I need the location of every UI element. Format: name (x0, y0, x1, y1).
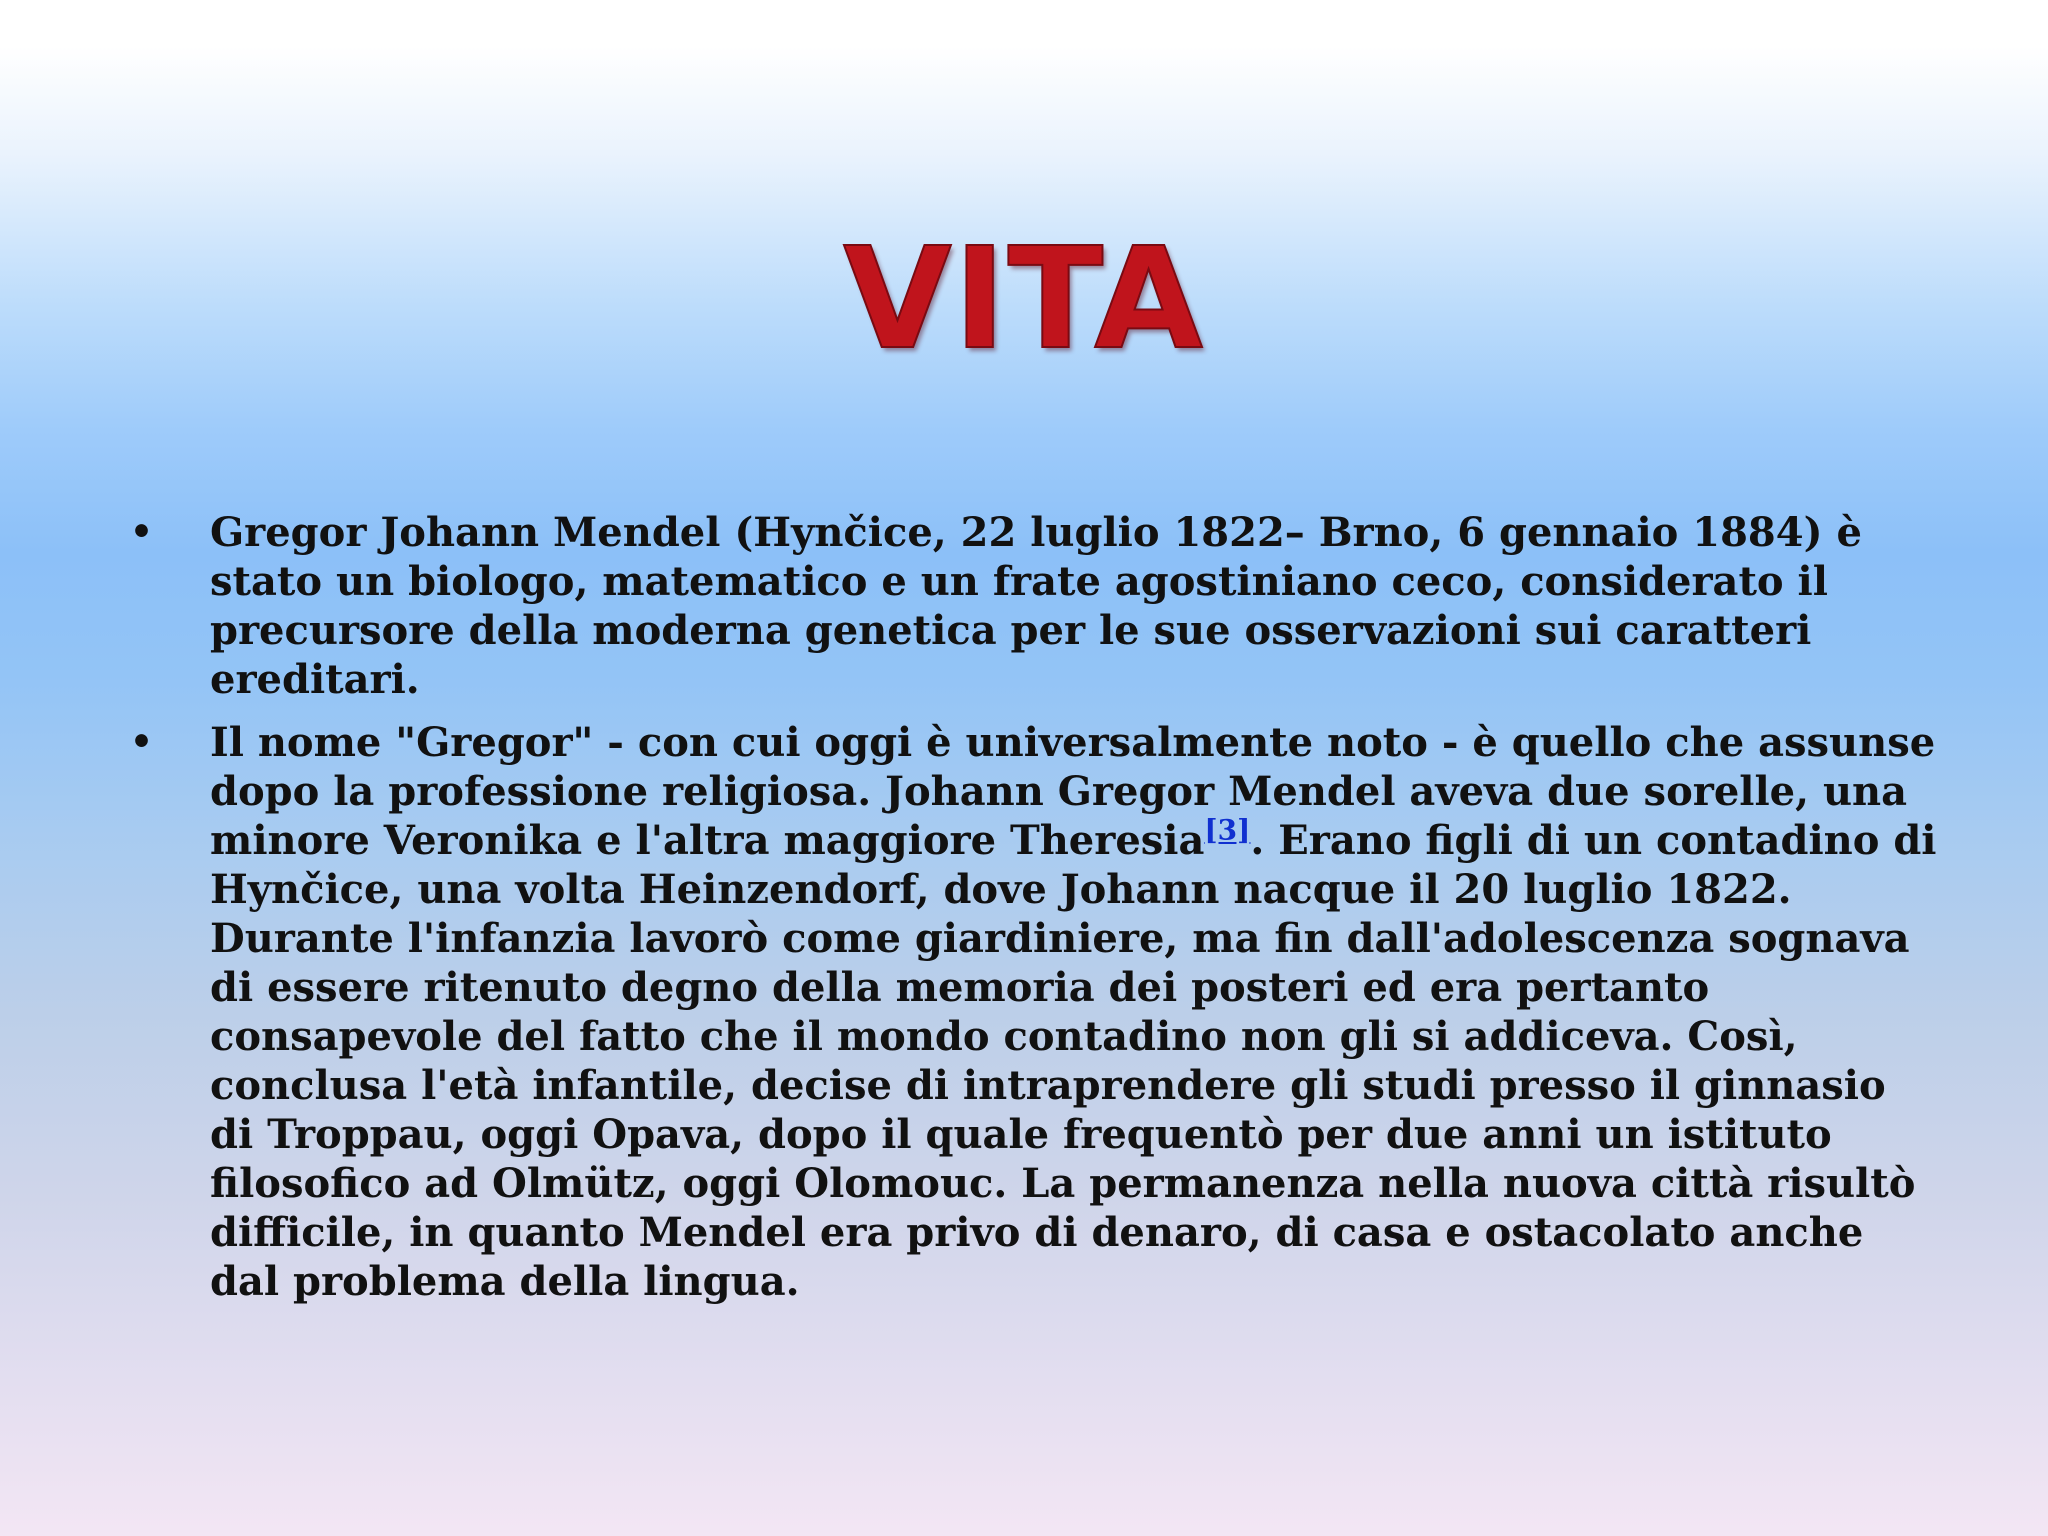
bullet-list (130, 508, 1940, 1320)
bullet-1-text: (Hynčice, 22 luglio 1822– Brno, 6 gennaio 1884) è stato un biologo, matematico e un frate agostiniano ceco, considerato il precursore della moderna genetica per le sue osservazioni sui caratteri ereditari. (210, 509, 1862, 703)
slide-title: VITA (843, 218, 1205, 381)
bullet-2-text-before-ref: Il nome "Gregor" - con cui oggi è universalmente noto - è quello che assunse dopo la professione religiosa. Johann Gregor Mendel aveva due sorelle, una minore Veronika e l'altra maggiore Theresia (210, 719, 1936, 864)
bullet-2-text-after-ref: . Erano figli di un contadino di Hynčice, una volta Heinzendorf, dove Johann nacque il 20 luglio 1822. Durante l'infanzia lavorò come giardiniere, ma fin dall'adolescenza sognava di essere ritenuto degno della memoria dei posteri ed era pertanto consapevole del fatto che il mondo contadino non gli si addiceva. Così, conclusa l'età infantile, decise di intraprendere gli studi presso il ginnasio di Troppau, oggi Opava, dopo il quale frequentò per due anni un istituto filosofico ad Olmütz, oggi Olomouc. La permanenza nella nuova città risultò difficile, in quanto Mendel era privo di denaro, di casa e ostacolato anche dal problema della lingua. (210, 817, 1937, 1305)
list-item (130, 508, 1940, 704)
reference-link[interactable]: [3] (1204, 813, 1251, 847)
bullet-marker: • (130, 721, 154, 763)
bullet-marker: • (130, 511, 154, 553)
bullet-1-name: Gregor Johann Mendel (210, 509, 721, 556)
list-item (130, 718, 1940, 1306)
